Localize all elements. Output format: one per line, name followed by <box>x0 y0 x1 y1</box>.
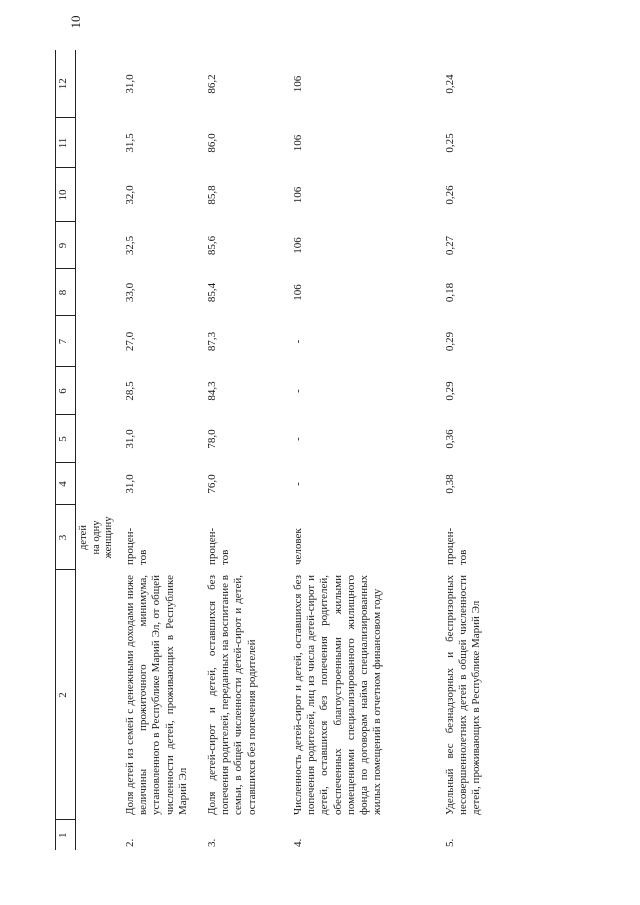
value-cell: 85,8 <box>206 185 218 205</box>
column-number: 12 <box>56 50 76 118</box>
value-cell: 31,0 <box>124 74 136 94</box>
value-cell: 106 <box>292 134 304 152</box>
value-cell: - <box>292 482 304 486</box>
table-row <box>204 50 290 850</box>
column-number: 7 <box>56 316 76 367</box>
value-cell: 31,0 <box>124 474 136 494</box>
indicator-description: Удельный вес безнадзорных и беспризорных несовершеннолетних детей в общей численности детей, проживающих в Республике Марий Эл <box>444 575 483 815</box>
value-cell: 0,29 <box>444 331 456 352</box>
indicator-description: Численность детей-сирот и детей, оставшихся без попечения родителей, лиц из числа детей-сирот и детей, оставшихся без попечения родителей, обеспеченных благоустроенными жилыми помещениями специализированного жилищного фонда по договорам найма специализированных жилых помещений в отчетном финансовом году <box>292 575 384 815</box>
value-cell: 84,3 <box>206 381 218 401</box>
unit-cell: процен- тов <box>206 527 232 565</box>
column-number: 9 <box>56 222 76 269</box>
continued-unit-text: детей на одну женщину <box>78 516 115 559</box>
table-row <box>290 50 442 850</box>
value-cell: 85,6 <box>206 235 218 256</box>
column-number: 11 <box>56 118 76 168</box>
unit-cell: процен- тов <box>124 527 150 565</box>
value-cell: 0,26 <box>444 185 456 205</box>
value-cell: 0,24 <box>444 74 456 94</box>
value-cell: 0,38 <box>444 474 456 494</box>
column-number: 8 <box>56 269 76 316</box>
value-cell: 87,3 <box>206 331 218 352</box>
column-number: 10 <box>56 168 76 222</box>
value-cell: 106 <box>292 186 304 204</box>
row-number: 2. <box>124 838 136 847</box>
continuation-row <box>76 50 123 850</box>
unit-cell: человек <box>292 528 304 565</box>
value-cell: - <box>292 437 304 441</box>
indicator-description: Доля детей-сирот и детей, оставшихся без попечения родителей, переданных на воспитание в семьи, в общей численности детей-сирот и детей, оставшихся без попечения родителей <box>206 575 258 815</box>
indicator-description: Доля детей из семей с денежными доходами ниже величины прожиточного минимума, установленного в Республике Марий Эл, от общей численности детей, проживающих в Республике Марий Эл <box>124 575 189 815</box>
value-cell: 85,4 <box>206 282 218 303</box>
column-number: 5 <box>56 415 76 463</box>
value-cell: 86,0 <box>206 133 218 153</box>
value-cell: 0,18 <box>444 282 456 303</box>
column-number: 2 <box>56 570 76 820</box>
column-number: 4 <box>56 463 76 505</box>
table-row <box>122 50 204 850</box>
row-number: 5. <box>444 838 456 847</box>
value-cell: 31,5 <box>124 133 136 153</box>
column-number: 1 <box>56 820 76 850</box>
value-cell: 31,0 <box>124 429 136 449</box>
row-number: 3. <box>206 838 218 847</box>
column-number-row <box>56 50 76 850</box>
value-cell: 106 <box>292 237 304 254</box>
value-cell: 32,0 <box>124 185 136 205</box>
rotated-page <box>55 50 515 850</box>
value-cell: 106 <box>292 284 304 301</box>
value-cell: 0,29 <box>444 381 456 401</box>
value-cell: 78,0 <box>206 429 218 449</box>
value-cell: 0,27 <box>444 235 456 256</box>
value-cell: 0,25 <box>444 133 456 153</box>
value-cell: 76,0 <box>206 474 218 494</box>
value-cell: - <box>292 339 304 344</box>
indicators-table <box>55 50 522 850</box>
value-cell: - <box>292 389 304 393</box>
page-number: 10 <box>68 15 83 29</box>
table-row <box>442 50 522 850</box>
value-cell: 86,2 <box>206 74 218 94</box>
value-cell: 0,36 <box>444 429 456 449</box>
column-number: 3 <box>56 505 76 570</box>
value-cell: 106 <box>292 75 304 93</box>
value-cell: 33,0 <box>124 282 136 303</box>
value-cell: 28,5 <box>124 381 136 401</box>
value-cell: 27,0 <box>124 331 136 352</box>
column-number: 6 <box>56 367 76 415</box>
unit-cell: процен- тов <box>444 527 470 565</box>
value-cell: 32,5 <box>124 235 136 256</box>
row-number: 4. <box>292 838 304 847</box>
